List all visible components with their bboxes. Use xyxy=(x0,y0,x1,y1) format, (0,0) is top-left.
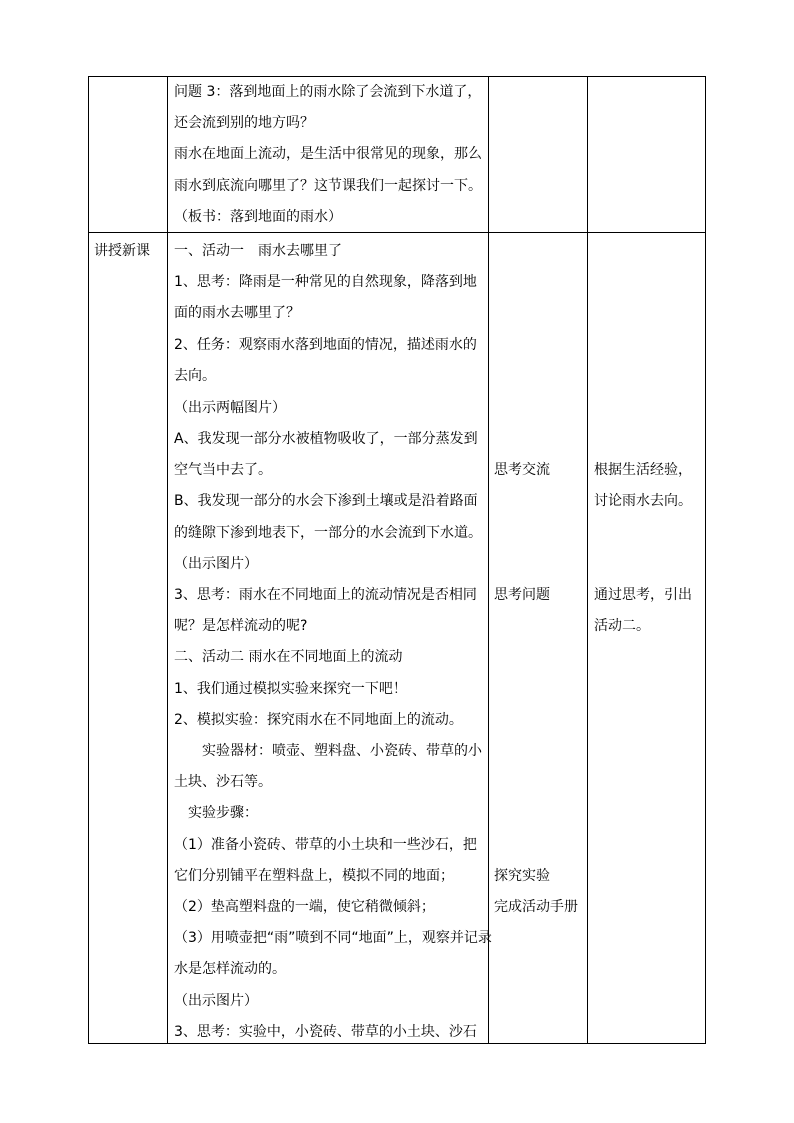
content-line: 空气当中去了。 xyxy=(174,462,272,478)
design-intent: 讨论雨水去向。 xyxy=(594,493,692,509)
column-divider-2 xyxy=(488,76,489,1044)
content-line: 1、我们通过模拟实验来探究一下吧！ xyxy=(174,681,407,697)
content-line: 2、任务：观察雨水落到地面的情况，描述雨水的 xyxy=(174,337,477,353)
student-activity: 完成活动手册 xyxy=(494,899,578,915)
content-line: （2）垫高塑料盘的一端，使它稍微倾斜； xyxy=(174,899,435,915)
row1-line: （板书：落到地面的雨水） xyxy=(174,209,342,225)
column-divider-1 xyxy=(167,76,168,1044)
content-line: （出示图片） xyxy=(174,993,258,1009)
content-line: （出示两幅图片） xyxy=(174,400,286,416)
table-top-border xyxy=(88,76,706,77)
section-label: 讲授新课 xyxy=(94,243,150,259)
content-line: 2、模拟实验：探究雨水在不同地面上的流动。 xyxy=(174,712,463,728)
table-right-border xyxy=(705,76,706,1044)
design-intent: 通过思考，引出 xyxy=(594,587,692,603)
content-line: 实验器材：喷壶、塑料盘、小瓷砖、带草的小 xyxy=(174,743,482,759)
content-line: （1）准备小瓷砖、带草的小土块和一些沙石，把 xyxy=(174,837,477,853)
table-left-border xyxy=(88,76,89,1044)
row1-line: 还会流到别的地方吗？ xyxy=(174,115,314,131)
content-line: 实验步骤： xyxy=(174,805,258,821)
content-line: （3）用喷壶把“雨”喷到不同“地面”上，观察并记录 xyxy=(174,930,492,946)
content-line: 1、思考：降雨是一种常见的自然现象，降落到地 xyxy=(174,274,477,290)
content-line: 呢？是怎样流动的呢? xyxy=(174,618,308,634)
content-line: 它们分别铺平在塑料盘上，模拟不同的地面； xyxy=(174,868,454,884)
content-line: 3、思考：实验中，小瓷砖、带草的小土块、沙石 xyxy=(174,1024,477,1040)
content-line: 土块、沙石等。 xyxy=(174,774,272,790)
column-divider-3 xyxy=(587,76,588,1044)
content-line: 水是怎样流动的。 xyxy=(174,961,286,977)
content-line: 3、思考：雨水在不同地面上的流动情况是否相同 xyxy=(174,587,477,603)
row1-line: 雨水到底流向哪里了？这节课我们一起探讨一下。 xyxy=(174,178,482,194)
content-line: A、我发现一部分水被植物吸收了，一部分蒸发到 xyxy=(174,431,478,447)
content-line: （出示图片） xyxy=(174,556,258,572)
content-line: B、我发现一部分的水会下渗到土壤或是沿着路面 xyxy=(174,493,478,509)
table-bottom-border xyxy=(88,1043,706,1044)
content-line: 一、活动一 雨水去哪里了 xyxy=(174,243,342,259)
row-divider xyxy=(88,232,706,233)
content-line: 二、活动二 雨水在不同地面上的流动 xyxy=(174,649,403,665)
content-line: 去向。 xyxy=(174,368,216,384)
row1-line: 雨水在地面上流动，是生活中很常见的现象，那么 xyxy=(174,146,482,162)
student-activity: 思考问题 xyxy=(494,587,550,603)
design-intent: 根据生活经验， xyxy=(594,462,692,478)
student-activity: 探究实验 xyxy=(494,868,550,884)
content-line: 的缝隙下渗到地表下，一部分的水会流到下水道。 xyxy=(174,525,482,541)
content-line: 面的雨水去哪里了？ xyxy=(174,305,300,321)
design-intent: 活动二。 xyxy=(594,618,650,634)
student-activity: 思考交流 xyxy=(494,462,550,478)
row1-line: 问题 3：落到地面上的雨水除了会流到下水道了， xyxy=(174,84,482,100)
